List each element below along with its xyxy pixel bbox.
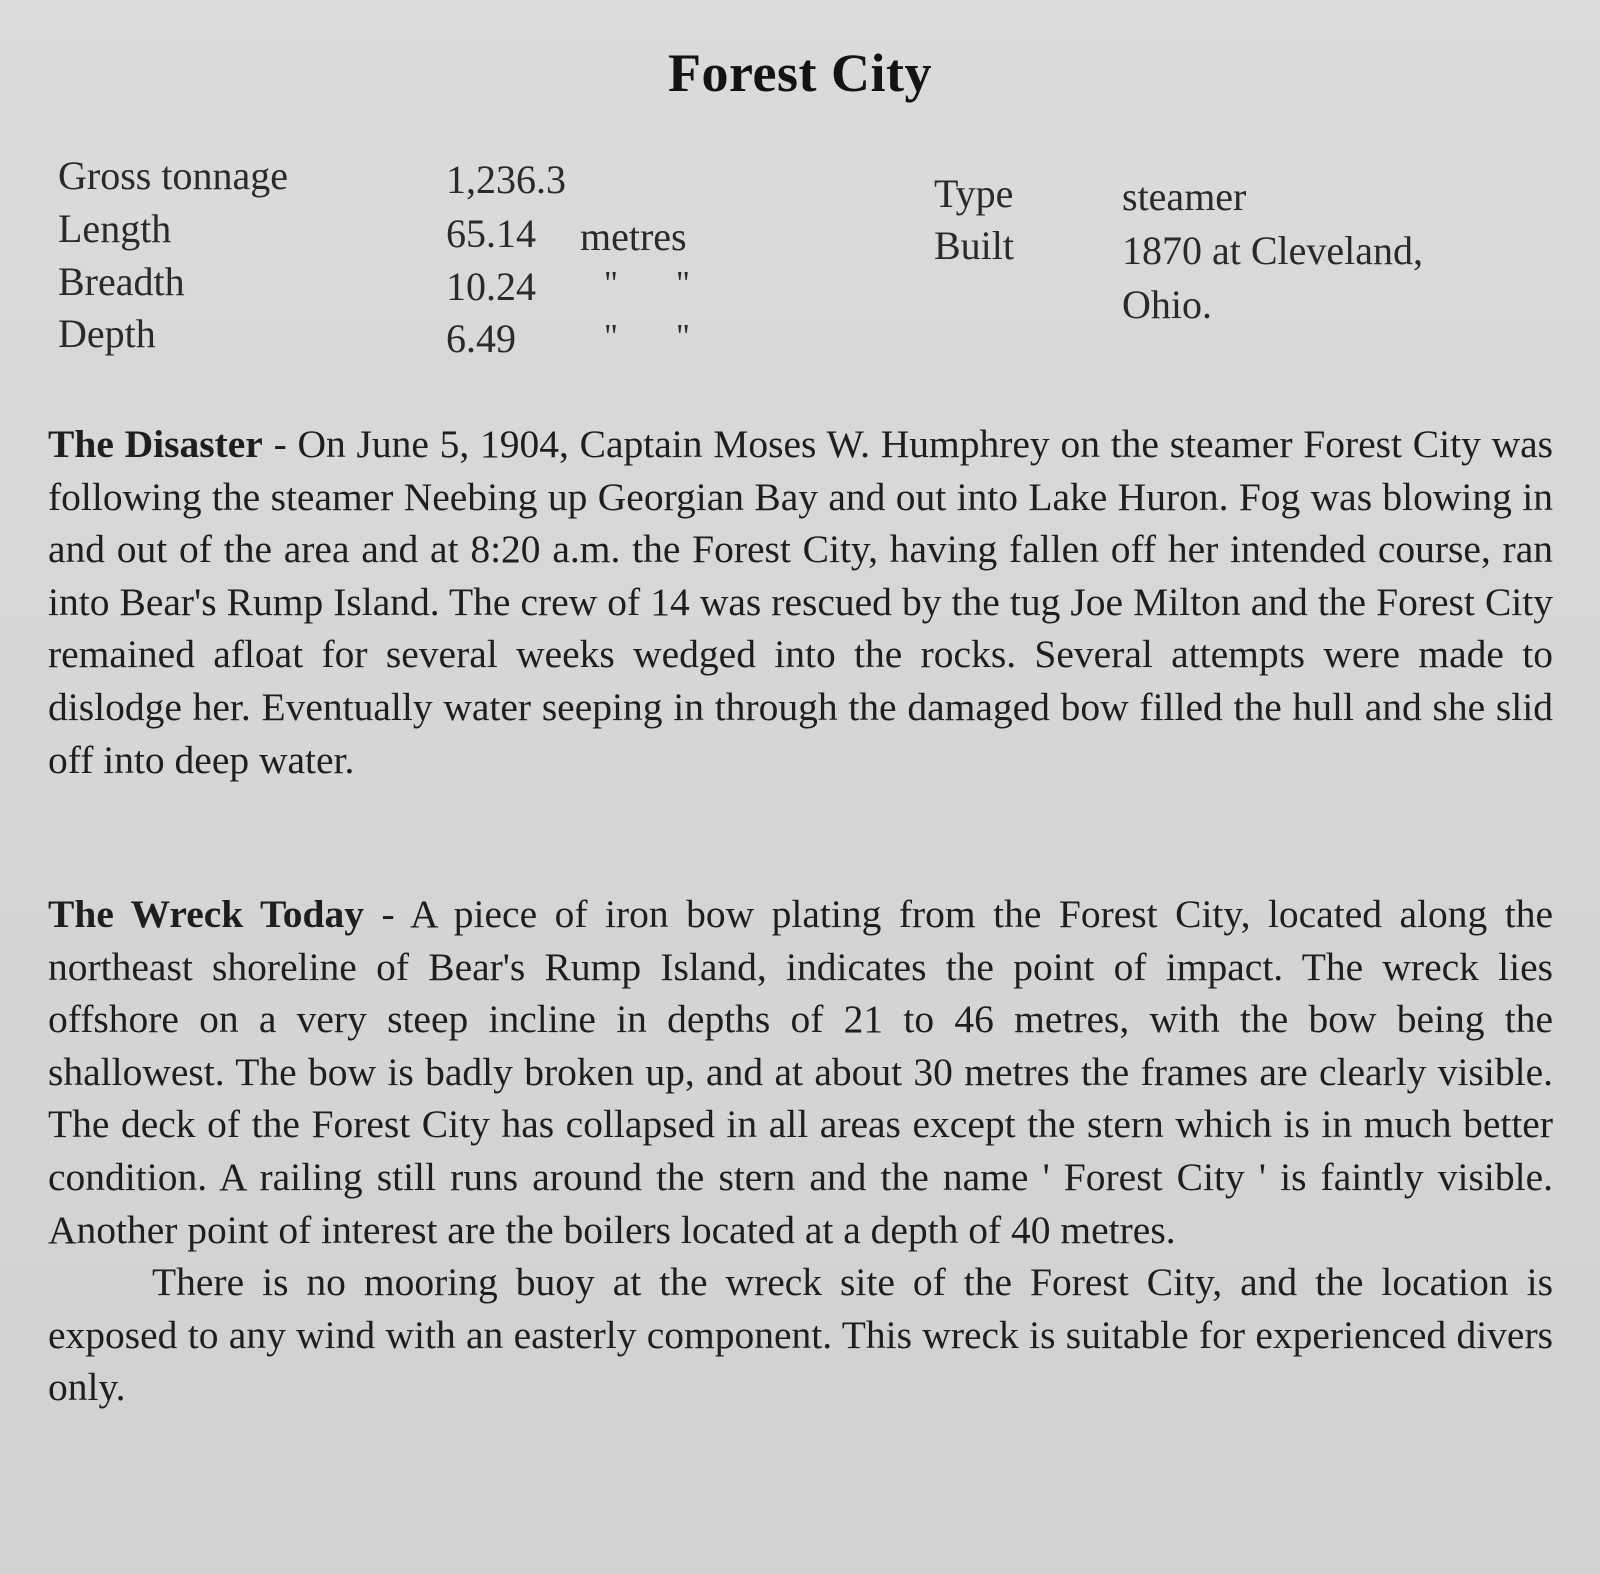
breadth-ditto-2: " xyxy=(676,265,690,302)
length-label: Length xyxy=(58,206,172,251)
type-value: steamer xyxy=(1122,174,1247,219)
built-value: 1870 at Cleveland, Ohio. xyxy=(1122,228,1424,327)
wreck-separator: - xyxy=(363,892,410,936)
wreck-text: A piece of iron bow plating from the Forest City, located along the northeast shoreline of Bear's Rump Island, indicates the point of impact. The wreck lies offshore on a very steep incline in depths of 21 to 46 metres, with the bow being the shallowest. The bow is badly broken up, and at about 30 metres the frames are clearly visible. The deck of the Forest City has collapsed in all areas except the stern which is in much better condition. A railing still runs around the stern and the name ' Forest City ' is faintly visible. Another point of interest are the boilers located at a depth of 40 metres. xyxy=(48,892,1553,1252)
depth-label: Depth xyxy=(58,311,156,356)
breadth-label: Breadth xyxy=(58,259,185,304)
type-label: Type xyxy=(934,171,1014,216)
depth-ditto-2: " xyxy=(676,318,690,355)
disaster-heading: The Disaster xyxy=(48,422,263,466)
gross-tonnage-value: 1,236.3 xyxy=(446,157,566,202)
built-label: Built xyxy=(934,223,1015,268)
breadth-value: 10.24 xyxy=(446,264,536,309)
wreck-heading: The Wreck Today xyxy=(48,892,364,936)
breadth-ditto-1: " xyxy=(604,265,618,302)
wreck-paragraph-1 xyxy=(48,888,1553,1256)
depth-value: 6.49 xyxy=(446,316,516,361)
wreck-section xyxy=(48,888,1553,1414)
gross-tonnage-label: Gross tonnage xyxy=(58,153,288,198)
disaster-text: On June 5, 1904, Captain Moses W. Humphrey on the steamer Forest City was following the steamer Neebing up Georgian Bay and out into Lake Huron. Fog was blowing in and out of the area and at 8:20 a.m. the Forest City, having fallen off her intended course, ran into Bear's Rump Island. The crew of 14 was rescued by the tug Joe Milton and the Forest City remained afloat for several weeks wedged into the rocks. Several attempts were made to dislodge her. Eventually water seeping in through the damaged bow filled the hull and she slid off into deep water. xyxy=(48,422,1553,782)
depth-ditto-1: " xyxy=(604,318,618,355)
length-value: 65.14 xyxy=(446,211,536,256)
disaster-section xyxy=(48,418,1553,786)
disaster-separator: - xyxy=(262,422,298,466)
wreck-paragraph-2: There is no mooring buoy at the wreck site of the Forest City, and the location is exposed to any wind with an easterly component. This wreck is suitable for experienced divers only. xyxy=(48,1260,1553,1410)
length-unit: metres xyxy=(580,214,687,259)
page-title: Forest City xyxy=(668,43,932,103)
